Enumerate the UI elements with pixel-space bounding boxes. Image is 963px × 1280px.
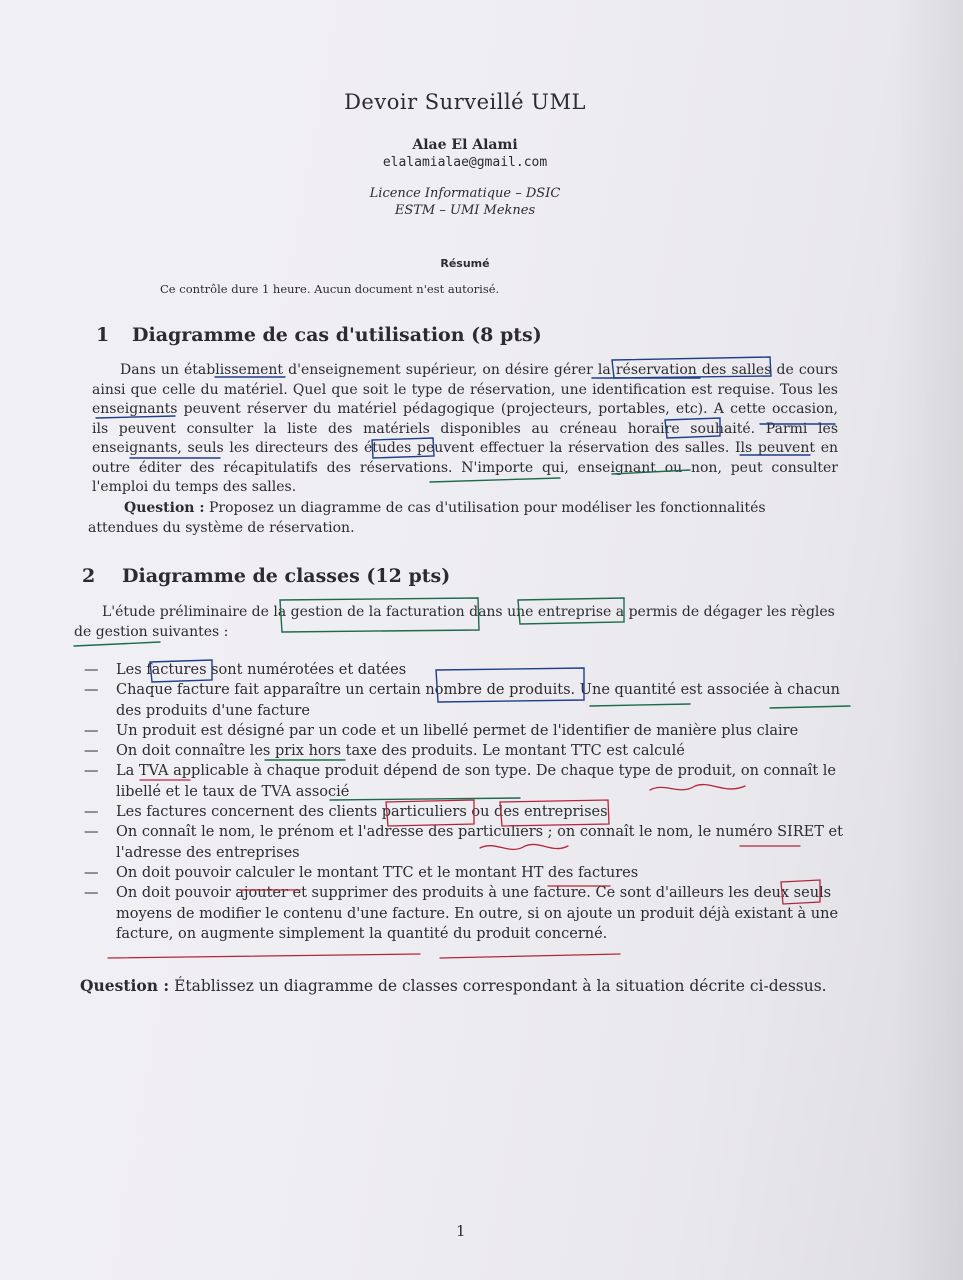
section-1-title: Diagramme de cas d'utilisation (8 pts) <box>132 324 542 346</box>
list-dash: — <box>84 885 99 902</box>
section-2-intro: L'étude préliminaire de la gestion de la facturation dans une entreprise a permis de dégager les règles de gestion suivantes : <box>74 604 835 640</box>
list-item <box>82 680 862 721</box>
list-item <box>82 863 862 883</box>
section-2-number: 2 <box>82 565 96 587</box>
question-text: Établissez un diagramme de classes correspondant à la situation décrite ci-dessus. <box>169 977 827 995</box>
author-name: Alae El Alami <box>412 137 518 153</box>
question-text: Proposez un diagramme de cas d'utilisation pour modéliser les fonctionnalités attendues du système de réservation. <box>88 500 766 536</box>
abstract-heading: Résumé <box>440 257 490 270</box>
rules-list <box>82 660 862 944</box>
rule-text: Les factures sont numérotées et datées <box>116 662 407 678</box>
rule-text: Les factures concernent des clients particuliers ou des entreprises <box>116 804 608 821</box>
rule-text: La TVA applicable à chaque produit dépend de son type. De chaque type de produit, on connaît le libellé et le taux de TVA associé <box>116 763 837 800</box>
rule-text: Un produit est désigné par un code et un libellé permet de l'identifier de manière plus claire <box>116 722 799 739</box>
list-dash: — <box>84 722 99 739</box>
list-dash: — <box>84 864 99 881</box>
list-item <box>82 822 862 863</box>
list-item <box>82 883 862 944</box>
section-2-heading <box>82 565 450 587</box>
list-item <box>82 741 862 761</box>
list-item <box>82 660 862 680</box>
rule-text: On doit connaître les prix hors taxe des produits. Le montant TTC est calculé <box>116 743 685 760</box>
document-title: Devoir Surveillé UML <box>344 90 586 114</box>
rule-text: Chaque facture fait apparaître un certain nombre de produits. Une quantité est associée à chacun des produits d'une facture <box>116 682 841 719</box>
list-item <box>82 802 862 822</box>
question-label: Question : <box>80 976 170 995</box>
question-label: Question : <box>124 500 205 516</box>
list-dash: — <box>84 824 99 841</box>
list-item <box>82 721 862 741</box>
rule-text: On connaît le nom, le prénom et l'adresse des particuliers ; on connaît le nom, le numéro SIRET et l'adresse des entreprises <box>116 824 843 861</box>
section-1-paragraph: Dans un établissement d'enseignement supérieur, on désire gérer la réservation des salles de cours ainsi que celle du matériel. Quel que soit le type de réservation, une identification est requise. Tous les enseignants peuvent réserver du matériel pédagogique (projecteurs, portables, etc). A cette occasion, ils peuvent consulter la liste des matériels disponibles au créneau horaire souhaité. Parmi les enseignants, seuls les directeurs des études peuvent effectuer la réservation des salles. Ils peuvent en outre éditer des récapitulatifs des réservations. N'importe qui, enseignant ou non, peut consulter l'emploi du temps des salles. <box>92 362 838 495</box>
abstract-text: Ce contrôle dure 1 heure. Aucun document n'est autorisé. <box>160 282 500 296</box>
list-dash: — <box>84 662 99 678</box>
list-dash: — <box>84 743 99 760</box>
affiliation-line-1: Licence Informatique – DSIC <box>369 186 561 201</box>
section-2-title: Diagramme de classes (12 pts) <box>122 565 451 587</box>
section-1-number: 1 <box>96 324 110 346</box>
rule-text: On doit pouvoir calculer le montant TTC et le montant HT des factures <box>116 864 639 881</box>
rule-text: On doit pouvoir ajouter et supprimer des produits à une facture. Ce sont d'ailleurs les deux seuls moyens de modifier le contenu d'une facture. En outre, si on ajoute un produit déjà existant à une facture, on augmente simplement la quantité du produit concerné. <box>116 885 839 942</box>
section-1-question <box>88 498 838 538</box>
list-dash: — <box>84 763 99 780</box>
list-dash: — <box>84 804 99 821</box>
author-email: elalamialae@gmail.com <box>382 155 548 170</box>
section-1-heading <box>96 324 542 346</box>
list-dash: — <box>84 682 99 699</box>
section-2-question <box>80 976 827 995</box>
affiliation-line-2: ESTM – UMI Meknes <box>394 203 536 218</box>
list-item <box>82 761 862 802</box>
page-number: 1 <box>456 1222 466 1240</box>
